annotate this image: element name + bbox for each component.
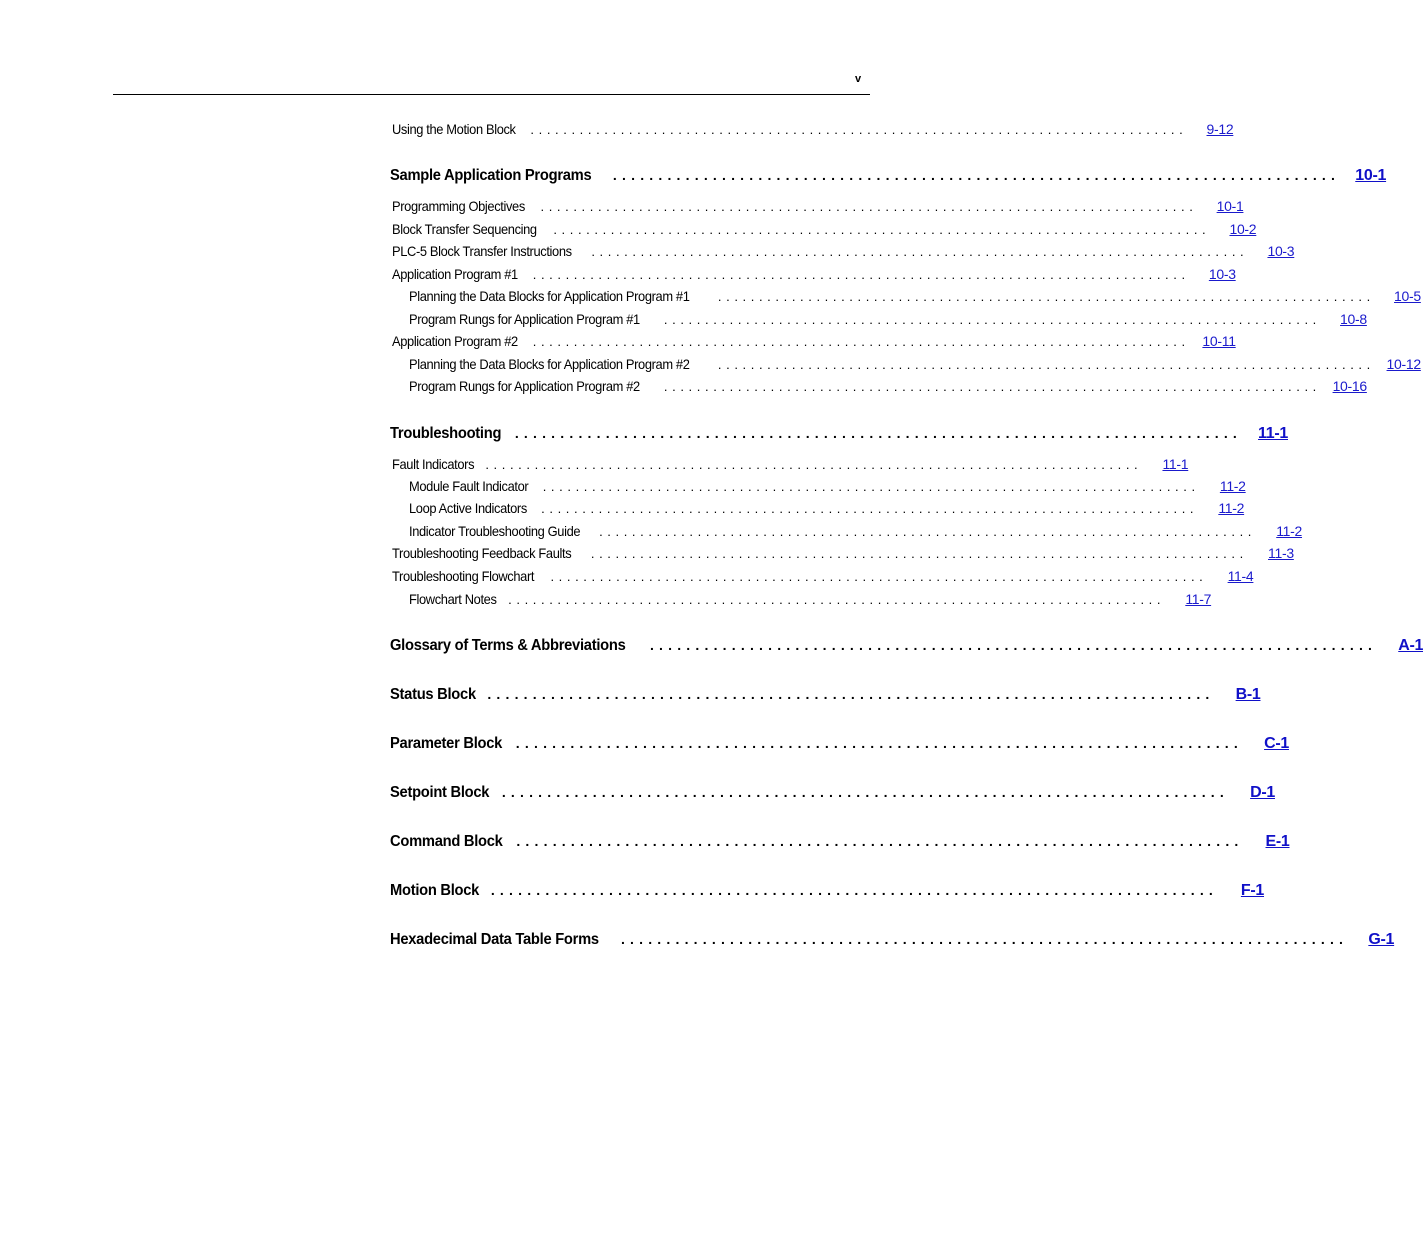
toc-page-link[interactable]: A-1 xyxy=(1398,637,1423,654)
dot-leader: ................................................................................ xyxy=(485,457,1143,472)
toc-chapter-title: Status Block xyxy=(390,686,476,703)
toc-chapter xyxy=(390,637,1423,661)
toc-entry-title: Application Program #1 xyxy=(392,266,518,282)
dot-leader: ................................................................................ xyxy=(516,833,1244,849)
toc-page-link[interactable]: 11-3 xyxy=(1268,545,1294,561)
toc-entry-title: Flowchart Notes xyxy=(409,591,497,607)
toc-entry xyxy=(392,333,1236,353)
toc-page-link[interactable]: 10-8 xyxy=(1340,311,1367,327)
toc-chapter-title: Setpoint Block xyxy=(390,784,490,801)
toc-chapter xyxy=(390,167,1387,191)
dot-leader: ................................................................................ xyxy=(599,524,1257,539)
toc-page-link[interactable]: 10-5 xyxy=(1394,288,1421,304)
toc-page-link[interactable]: 11-7 xyxy=(1185,591,1212,607)
dot-leader: ................................................................................ xyxy=(508,592,1166,607)
toc-page-link[interactable]: 10-12 xyxy=(1386,356,1421,372)
toc-chapter xyxy=(390,784,1275,808)
toc-page-link[interactable]: 11-1 xyxy=(1258,425,1288,442)
toc-subentry xyxy=(409,523,1303,543)
toc-page-link[interactable]: 11-1 xyxy=(1162,456,1189,472)
toc-chapter xyxy=(390,833,1290,857)
toc-chapter-title: Sample Application Programs xyxy=(390,167,592,184)
toc-subentry xyxy=(409,356,1421,376)
toc-chapter-title: Glossary of Terms & Abbreviations xyxy=(390,637,626,654)
dot-leader: ................................................................................ xyxy=(490,882,1219,898)
toc-page-link[interactable]: 10-16 xyxy=(1332,378,1367,394)
toc-page-link[interactable]: 10-3 xyxy=(1267,243,1295,259)
toc-entry-title: Program Rungs for Application Program #1 xyxy=(409,311,640,327)
toc-entry-title: Troubleshooting Feedback Faults xyxy=(392,545,572,561)
toc-entry-title: Fault Indicators xyxy=(392,456,475,472)
toc-entry-title: Program Rungs for Application Program #2 xyxy=(409,378,640,394)
toc-page-link[interactable]: B-1 xyxy=(1235,686,1261,703)
dot-leader: ................................................................................ xyxy=(550,569,1208,584)
toc-page-link[interactable]: G-1 xyxy=(1368,931,1395,948)
dot-leader: ................................................................................ xyxy=(515,735,1243,751)
toc-subentry xyxy=(409,500,1245,520)
toc-page-link[interactable]: 10-11 xyxy=(1202,333,1236,349)
toc-entry-title: Module Fault Indicator xyxy=(409,478,529,494)
toc-page-link[interactable]: 10-3 xyxy=(1208,266,1236,282)
toc-entry-title: Application Program #2 xyxy=(392,333,518,349)
toc-page-link[interactable]: 11-2 xyxy=(1218,500,1245,516)
toc-subentry xyxy=(409,591,1212,611)
toc-chapter-title: Motion Block xyxy=(390,882,480,899)
toc-page-link[interactable]: D-1 xyxy=(1250,784,1275,801)
toc-page-link[interactable]: 11-2 xyxy=(1276,523,1303,539)
toc-subentry xyxy=(409,288,1421,308)
toc-entry-title: Planning the Data Blocks for Application Program #2 xyxy=(409,356,690,372)
toc-page-link[interactable]: C-1 xyxy=(1264,735,1289,752)
toc-entry xyxy=(392,221,1257,241)
toc-entry-title: Planning the Data Blocks for Application Program #1 xyxy=(409,288,690,304)
dot-leader: ................................................................................ xyxy=(540,199,1198,214)
toc-entry xyxy=(392,198,1244,218)
toc-chapter-title: Command Block xyxy=(390,833,503,850)
toc-chapter xyxy=(390,931,1395,955)
toc-page-link[interactable]: 10-1 xyxy=(1216,198,1244,214)
toc-entry xyxy=(392,568,1254,588)
toc-chapter xyxy=(390,686,1261,710)
dot-leader: ................................................................................ xyxy=(532,334,1190,349)
dot-leader: ................................................................................ xyxy=(487,686,1215,702)
toc-entry-title: Block Transfer Sequencing xyxy=(392,221,537,237)
toc-chapter-title: Hexadecimal Data Table Forms xyxy=(390,931,599,948)
toc-subentry xyxy=(409,311,1367,331)
toc-entry-title: Using the Motion Block xyxy=(392,121,516,137)
dot-leader: ................................................................................ xyxy=(717,357,1375,372)
toc-entry xyxy=(392,121,1234,141)
toc-chapter-title: Troubleshooting xyxy=(390,425,502,442)
toc-page-link[interactable]: 9-12 xyxy=(1206,121,1234,137)
dot-leader: ................................................................................ xyxy=(591,244,1249,259)
dot-leader: ................................................................................ xyxy=(501,784,1229,800)
toc-chapter-title: Parameter Block xyxy=(390,735,503,752)
toc-page-link[interactable]: 10-1 xyxy=(1355,167,1387,184)
toc-chapter xyxy=(390,735,1289,759)
toc-chapter xyxy=(390,425,1288,449)
toc-page-link[interactable]: F-1 xyxy=(1240,882,1265,899)
dot-leader: ................................................................................ xyxy=(649,637,1378,653)
dot-leader: ................................................................................ xyxy=(542,479,1200,494)
toc-entry xyxy=(392,456,1189,476)
dot-leader: ................................................................................ xyxy=(620,931,1349,947)
toc-page-link[interactable]: 11-4 xyxy=(1227,568,1254,584)
toc-entry xyxy=(392,266,1236,286)
toc-page-link[interactable]: E-1 xyxy=(1265,833,1290,850)
toc-entry-title: Indicator Troubleshooting Guide xyxy=(409,523,581,539)
toc-page-link[interactable]: 11-2 xyxy=(1219,478,1246,494)
dot-leader: ................................................................................ xyxy=(717,289,1375,304)
dot-leader: ................................................................................ xyxy=(514,425,1242,441)
header-rule xyxy=(113,94,870,95)
toc-entry-title: PLC-5 Block Transfer Instructions xyxy=(392,243,572,259)
dot-leader: ................................................................................ xyxy=(530,122,1188,137)
toc-entry-title: Troubleshooting Flowchart xyxy=(392,568,535,584)
toc-entry-title: Programming Objectives xyxy=(392,198,525,214)
toc-entry xyxy=(392,545,1294,565)
toc-entry xyxy=(392,243,1295,263)
toc-entry-title: Loop Active Indicators xyxy=(409,500,527,516)
dot-leader: ................................................................................ xyxy=(663,312,1321,327)
dot-leader: ................................................................................ xyxy=(590,546,1248,561)
dot-leader: ................................................................................ xyxy=(532,267,1190,282)
dot-leader: ................................................................................ xyxy=(541,501,1199,516)
dot-leader: ................................................................................ xyxy=(663,379,1321,394)
toc-chapter xyxy=(390,882,1265,906)
dot-leader: ................................................................................ xyxy=(612,167,1341,183)
toc-subentry xyxy=(409,478,1246,498)
toc-page-link[interactable]: 10-2 xyxy=(1229,221,1257,237)
toc-subentry xyxy=(409,378,1367,398)
dot-leader: ................................................................................ xyxy=(553,222,1211,237)
page-number: v xyxy=(855,73,862,85)
